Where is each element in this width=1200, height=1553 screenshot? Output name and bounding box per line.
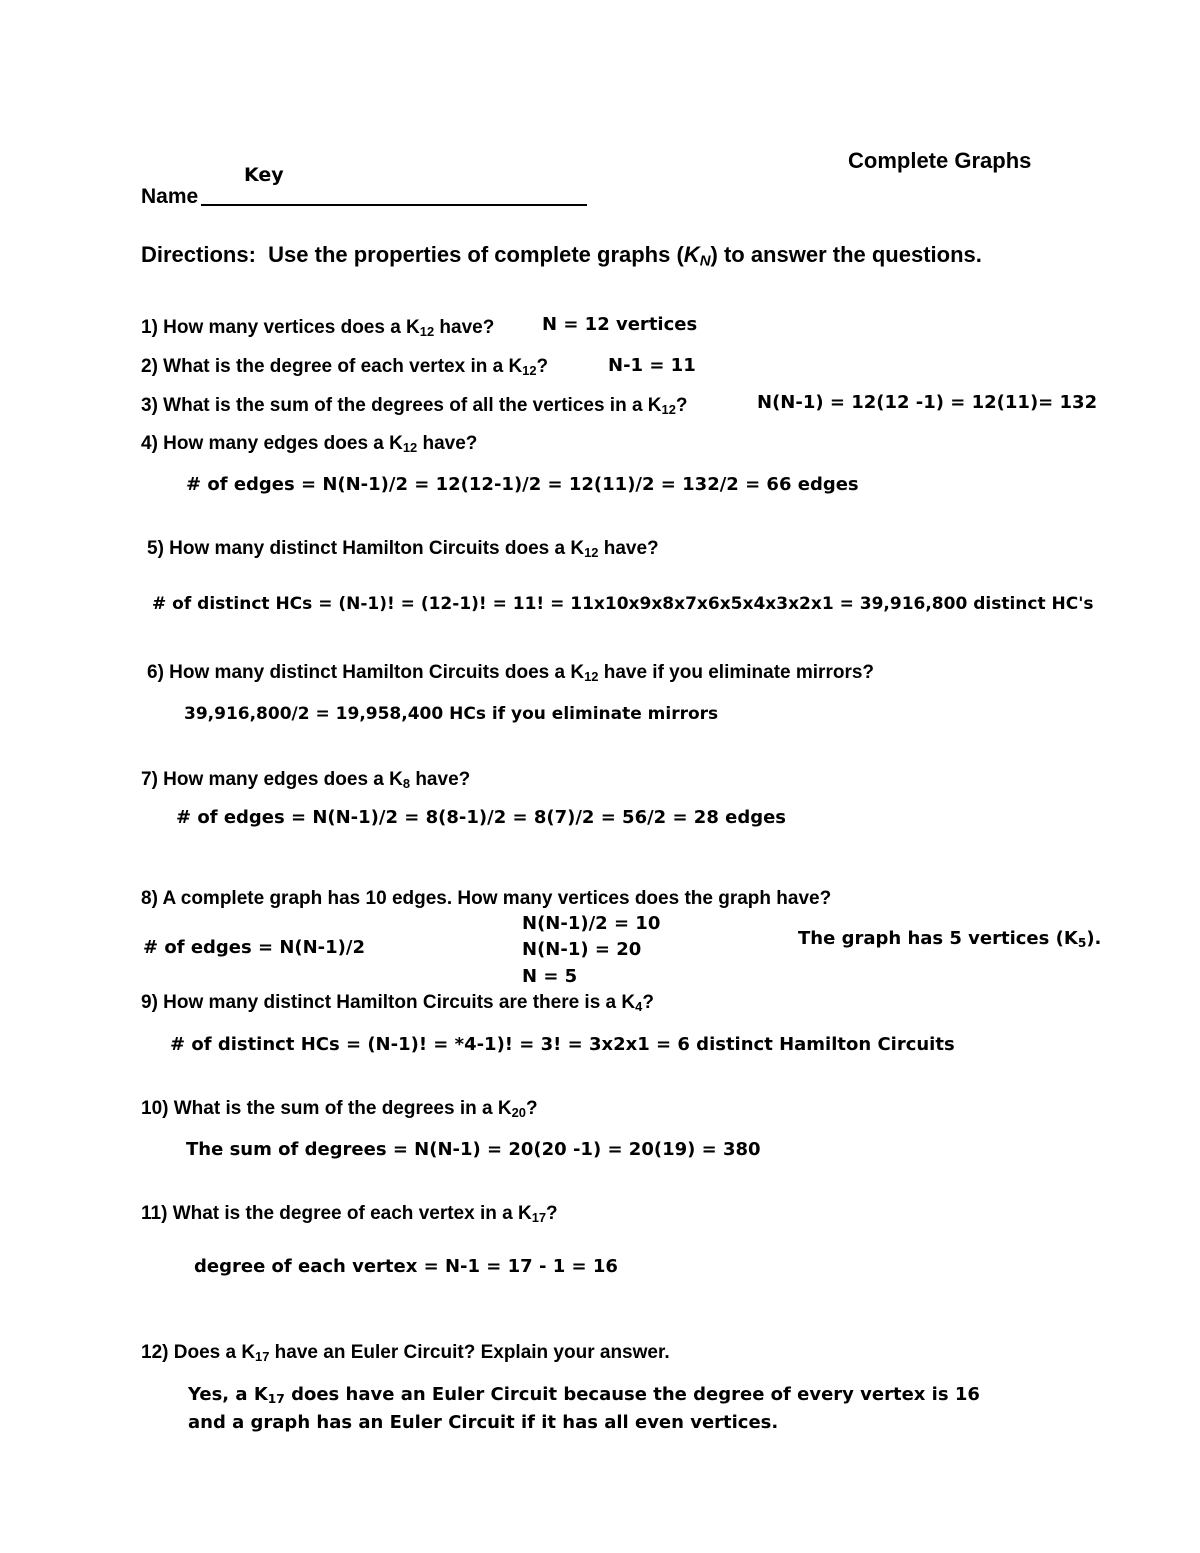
question-5: 5) How many distinct Hamilton Circuits does a $K_{12}$ have?	[147, 538, 659, 561]
answer-8-work-1: N(N-1)/2 = 10	[522, 913, 661, 934]
question-9: 9) How many distinct Hamilton Circuits are there is a $K_4$?	[141, 992, 654, 1015]
directions-symbol: K	[683, 242, 700, 267]
answer-7: # of edges = N(N-1)/2 = 8(8-1)/2 = 8(7)/2 = 56/2 = 28 edges	[176, 807, 787, 828]
answer-11: degree of each vertex = N-1 = 17 - 1 = 16	[194, 1256, 618, 1277]
directions-label: Directions:	[141, 242, 256, 267]
answer-12-line-2: and a graph has an Euler Circuit if it has all even vertices.	[188, 1412, 779, 1433]
directions-text-after: ) to answer the questions.	[710, 242, 982, 267]
answer-3: N(N-1) = 12(12 -1) = 12(11)= 132	[757, 392, 1098, 413]
answer-5: # of distinct HCs = (N-1)! = (12-1)! = 11! = 11x10x9x8x7x6x5x4x3x2x1 = 39,916,800 distinct HC's	[152, 594, 1094, 614]
name-value: Key	[244, 164, 284, 186]
question-10: 10) What is the sum of the degrees in a $K_{20}$?	[141, 1098, 538, 1121]
question-12: 12) Does a $K_{17}$ have an Euler Circuit? Explain your answer.	[141, 1342, 670, 1365]
question-8: 8) A complete graph has 10 edges. How many vertices does the graph have?	[141, 888, 832, 909]
name-underline	[201, 204, 587, 206]
answer-10: The sum of degrees = N(N-1) = 20(20 -1) = 20(19) = 380	[186, 1139, 761, 1160]
question-6: 6) How many distinct Hamilton Circuits does a $K_{12}$ have if you eliminate mirrors?	[147, 662, 875, 685]
question-4: 4) How many edges does a $K_{12}$ have?	[141, 433, 478, 456]
answer-8-right: The graph has 5 vertices $(K_5)$.	[798, 928, 1102, 951]
name-label: Name	[141, 185, 199, 208]
answer-2: N-1 = 11	[608, 355, 696, 376]
question-7: 7) How many edges does a $K_8$ have?	[141, 769, 471, 792]
answer-12-line-1: Yes, a $K_{17}$ does have an Euler Circuit because the degree of every vertex is 16	[188, 1384, 980, 1407]
question-2: 2) What is the degree of each vertex in a $K_{12}$?	[141, 356, 549, 379]
answer-9: # of distinct HCs = (N-1)! = *4-1)! = 3! = 3x2x1 = 6 distinct Hamilton Circuits	[170, 1034, 955, 1055]
question-1: 1) How many vertices does a $K_{12}$ have?	[141, 317, 495, 340]
answer-8-work-3: N = 5	[522, 966, 578, 987]
answer-4: # of edges = N(N-1)/2 = 12(12-1)/2 = 12(11)/2 = 132/2 = 66 edges	[186, 474, 859, 495]
question-11: 11) What is the degree of each vertex in a $K_{17}$?	[141, 1203, 558, 1226]
answer-6: 39,916,800/2 = 19,958,400 HCs if you eliminate mirrors	[184, 704, 719, 724]
question-3: 3) What is the sum of the degrees of all the vertices in a $K_{12}$?	[141, 395, 688, 418]
directions	[141, 242, 982, 270]
answer-8-work-2: N(N-1) = 20	[522, 939, 642, 960]
answer-1: N = 12 vertices	[542, 314, 698, 335]
directions-text-before: Use the properties of complete graphs (	[268, 242, 684, 267]
page-title: Complete Graphs	[848, 148, 1032, 173]
directions-symbol-sub: N	[699, 252, 711, 270]
answer-8-left: # of edges = N(N-1)/2	[143, 937, 366, 958]
